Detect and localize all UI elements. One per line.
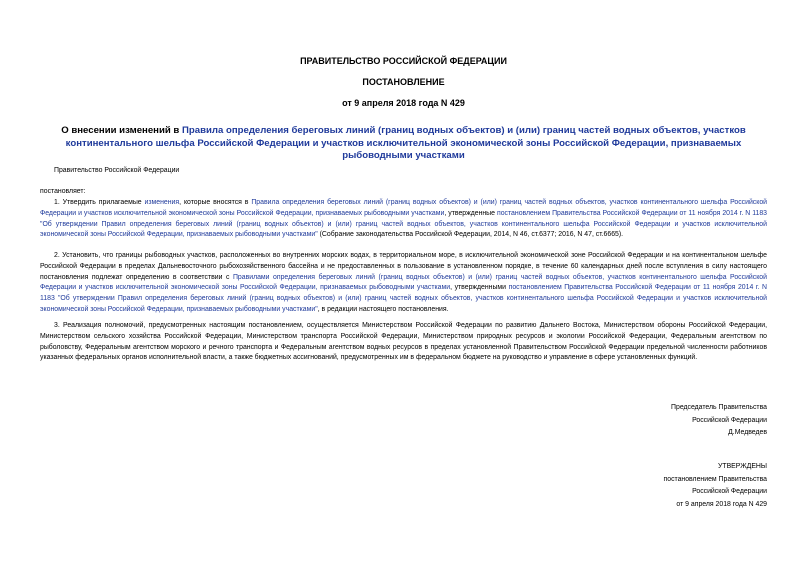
signature-position: Председатель Правительства — [671, 404, 767, 411]
approved-by: постановлением Правительства — [663, 475, 767, 483]
date-number: от 9 апреля 2018 года N 429 — [342, 98, 465, 108]
title-prefix: О внесении изменений в — [61, 125, 182, 136]
p2-text-3: , в редакции настоящего постановления. — [317, 305, 449, 313]
paragraph-2 — [40, 251, 767, 316]
p2-resolution-link[interactable]: постановлением Правительства Российской Федерации от 11 ноября 2014 г. N 1183 "Об утверждении Правил определения береговых линий (границ водных объектов) и (или) границ частей водных объектов, участков континентального шельфа Российской Федерации и участков исключительной экономической зоны Российской Федерации, признаваемых рыбоводными участками" — [40, 284, 767, 313]
title-rules-link[interactable]: Правила определения береговых линий (границ водных объектов) и (или) границ частей водных объектов, участков континентального шельфа Российской Федерации и участков исключительной экономической зоны Российской Федерации, признаваемых рыбоводными участками — [65, 125, 746, 161]
signature-block — [671, 402, 767, 440]
approved-country: Российской Федерации — [692, 488, 767, 495]
approved-block — [664, 461, 768, 511]
approved-date: от 9 апреля 2018 года N 429 — [676, 500, 767, 508]
paragraph-1 — [40, 198, 767, 241]
p2-text-1: 2. Установить, что границы рыбоводных участков, расположенных во внутренних морских водах, в территориальном море, в исключительной экономической зоне Российской Федерации и на континентальном шельфе Российской Федерации в пределах Дальневосточного рыбохозяйственного бассейна и не предоставленных в пользование в установленном порядке, в течение 60 календарных дней после вступления в силу настоящего постановления подлежат определению в соответствии с — [40, 252, 767, 281]
p1-text-4: (Собрание законодательства Российской Федерации, 2014, N 46, ст.6377; 2016, N 47, ст.6665). — [317, 231, 624, 239]
p1-text-2: , которые вносятся в — [179, 199, 252, 206]
p1-rules-link[interactable]: Правила определения береговых линий (границ водных объектов) и (или) границ частей водных объектов, участков континентального шельфа Российской Федерации и участков исключительной экономической зоны Российской Федерации, признаваемых рыбоводными участками — [40, 199, 768, 217]
p1-changes-link[interactable]: изменения — [144, 199, 180, 206]
signature-country: Российской Федерации — [692, 416, 767, 424]
p1-text-1: 1. Утвердить прилагаемые — [54, 199, 145, 206]
signature-name: Д.Медведев — [728, 429, 767, 436]
p3-text: 3. Реализация полномочий, предусмотренных настоящим постановлением, осуществляется Министерством Российской Федерации по развитию Дальнего Востока, Министерством обороны Российской Федерации, Министерством сельского хозяйства Российской Федерации, Министерством транспорта Российской Федерации, Министерством природных ресурсов и экологии Российской Федерации, Федеральным агентством по рыболовству, Федеральным агентством морского и речного транспорта и Федеральным агентством водных ресурсов в пределах установленной Правительством Российской Федерации предельной численности работников указанных федеральных органов исполнительной власти, а также бюджетных ассигнований, предусмотренных им в федеральном бюджете на руководство и управление в сфере установленных функций. — [40, 322, 767, 362]
p1-text-3: , утвержденные — [444, 209, 497, 217]
p2-rules-link[interactable]: Правилами определения береговых линий (границ водных объектов) и (или) границ частей водных объектов, участков континентального шельфа Российской Федерации и участков исключительной экономической зоны Российской Федерации, признаваемых рыбоводными участками — [40, 273, 767, 292]
paragraph-3 — [40, 321, 767, 364]
government-heading: ПРАВИТЕЛЬСТВО РОССИЙСКОЙ ФЕДЕРАЦИИ — [300, 56, 507, 66]
p1-resolution-link[interactable]: постановлением Правительства Российской Федерации от 11 ноября 2014 г. N 1183 "Об утверждении Правил определения береговых линий (границ водных объектов) и (или) границ частей водных объектов, участков континентального шельфа Российской Федерации и участков исключительной экономической зоны Российской Федерации, признаваемых рыбоводными участками" — [40, 209, 768, 239]
approved-label: УТВЕРЖДЕНЫ — [718, 463, 767, 470]
issuer: Правительство Российской Федерации — [54, 167, 180, 174]
document-title — [40, 125, 767, 163]
resolves-label: постановляет: — [40, 188, 86, 195]
p2-text-2: , утвержденными — [450, 284, 509, 292]
document-type: ПОСТАНОВЛЕНИЕ — [362, 77, 445, 87]
